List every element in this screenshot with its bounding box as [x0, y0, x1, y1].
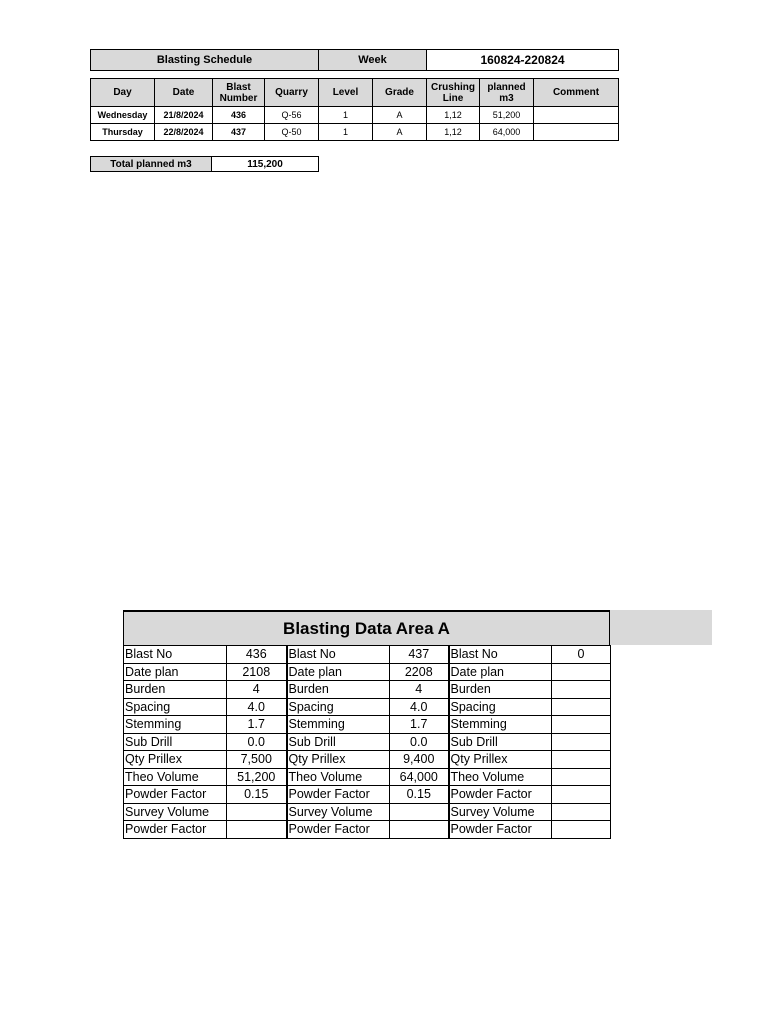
value-cell	[552, 681, 611, 699]
table-row	[124, 803, 611, 821]
cell-quarry: Q-50	[265, 124, 319, 141]
row-label: Powder Factor	[449, 786, 552, 804]
cell-line: 1,12	[427, 107, 480, 124]
value-cell: 4.0	[390, 698, 449, 716]
table-row	[91, 107, 619, 124]
row-label: Survey Volume	[124, 803, 227, 821]
table-row	[124, 733, 611, 751]
value-cell	[552, 716, 611, 734]
total-planned	[90, 156, 319, 172]
value-cell	[552, 698, 611, 716]
value-cell	[227, 821, 287, 839]
area-title: Blasting Data Area A	[123, 610, 610, 645]
schedule-header	[90, 49, 619, 71]
row-label: Qty Prillex	[449, 751, 552, 769]
value-cell	[227, 803, 287, 821]
row-label: Survey Volume	[287, 803, 390, 821]
value-cell: 0	[552, 646, 611, 664]
table-header-row	[91, 79, 619, 107]
row-label: Powder Factor	[124, 821, 227, 839]
week-value: 160824-220824	[427, 50, 619, 71]
table-row	[91, 124, 619, 141]
value-cell: 0.0	[390, 733, 449, 751]
table-row	[124, 716, 611, 734]
value-cell: 436	[227, 646, 287, 664]
table-row	[124, 698, 611, 716]
value-cell: 1.7	[390, 716, 449, 734]
value-cell	[552, 751, 611, 769]
value-cell	[390, 803, 449, 821]
row-label: Powder Factor	[124, 786, 227, 804]
column-header: Grade	[373, 79, 427, 107]
row-label: Qty Prillex	[124, 751, 227, 769]
row-label: Blast No	[287, 646, 390, 664]
cell-level: 1	[319, 107, 373, 124]
row-label: Date plan	[287, 663, 390, 681]
row-label: Spacing	[449, 698, 552, 716]
column-header: Crushing Line	[427, 79, 480, 107]
value-cell: 7,500	[227, 751, 287, 769]
cell-planned: 64,000	[480, 124, 534, 141]
row-label: Powder Factor	[449, 821, 552, 839]
table-row	[124, 663, 611, 681]
row-label: Sub Drill	[449, 733, 552, 751]
table-row	[124, 681, 611, 699]
row-label: Powder Factor	[287, 821, 390, 839]
column-header: Quarry	[265, 79, 319, 107]
value-cell	[390, 821, 449, 839]
row-label: Theo Volume	[287, 768, 390, 786]
value-cell: 1.7	[227, 716, 287, 734]
row-label: Burden	[287, 681, 390, 699]
row-label: Date plan	[124, 663, 227, 681]
row-label: Sub Drill	[287, 733, 390, 751]
column-header: Level	[319, 79, 373, 107]
cell-quarry: Q-56	[265, 107, 319, 124]
table-row	[124, 751, 611, 769]
value-cell: 0.0	[227, 733, 287, 751]
row-label: Blast No	[124, 646, 227, 664]
column-header: Comment	[534, 79, 619, 107]
column-header: planned m3	[480, 79, 534, 107]
row-label: Burden	[449, 681, 552, 699]
table-row	[124, 821, 611, 839]
value-cell: 4.0	[227, 698, 287, 716]
cell-line: 1,12	[427, 124, 480, 141]
cell-blast: 436	[213, 107, 265, 124]
table-row	[124, 646, 611, 664]
table-row	[124, 768, 611, 786]
row-label: Spacing	[287, 698, 390, 716]
value-cell: 0.15	[227, 786, 287, 804]
cell-level: 1	[319, 124, 373, 141]
value-cell: 51,200	[227, 768, 287, 786]
cell-comment	[534, 124, 619, 141]
column-header: Blast Number	[213, 79, 265, 107]
cell-grade: A	[373, 107, 427, 124]
value-cell: 64,000	[390, 768, 449, 786]
cell-comment	[534, 107, 619, 124]
value-cell	[552, 786, 611, 804]
row-label: Qty Prillex	[287, 751, 390, 769]
cell-blast: 437	[213, 124, 265, 141]
row-label: Survey Volume	[449, 803, 552, 821]
row-label: Theo Volume	[449, 768, 552, 786]
row-label: Theo Volume	[124, 768, 227, 786]
value-cell: 4	[390, 681, 449, 699]
cell-date: 21/8/2024	[155, 107, 213, 124]
row-label: Stemming	[287, 716, 390, 734]
table-row	[124, 786, 611, 804]
value-cell	[552, 768, 611, 786]
column-header: Date	[155, 79, 213, 107]
value-cell: 2208	[390, 663, 449, 681]
blasting-schedule-table	[90, 78, 619, 141]
value-cell	[552, 733, 611, 751]
value-cell: 2108	[227, 663, 287, 681]
value-cell: 4	[227, 681, 287, 699]
row-label: Sub Drill	[124, 733, 227, 751]
value-cell: 0.15	[390, 786, 449, 804]
row-label: Blast No	[449, 646, 552, 664]
row-label: Date plan	[449, 663, 552, 681]
schedule-title: Blasting Schedule	[91, 50, 319, 71]
cell-date: 22/8/2024	[155, 124, 213, 141]
row-label: Burden	[124, 681, 227, 699]
blasting-data-table	[123, 645, 611, 839]
value-cell: 9,400	[390, 751, 449, 769]
cell-day: Thursday	[91, 124, 155, 141]
total-value: 115,200	[212, 157, 319, 172]
value-cell	[552, 821, 611, 839]
row-label: Stemming	[449, 716, 552, 734]
row-label: Stemming	[124, 716, 227, 734]
cell-planned: 51,200	[480, 107, 534, 124]
row-label: Powder Factor	[287, 786, 390, 804]
total-label: Total planned m3	[91, 157, 212, 172]
week-label: Week	[319, 50, 427, 71]
row-label: Spacing	[124, 698, 227, 716]
cell-day: Wednesday	[91, 107, 155, 124]
cell-grade: A	[373, 124, 427, 141]
column-header: Day	[91, 79, 155, 107]
value-cell: 437	[390, 646, 449, 664]
value-cell	[552, 803, 611, 821]
value-cell	[552, 663, 611, 681]
